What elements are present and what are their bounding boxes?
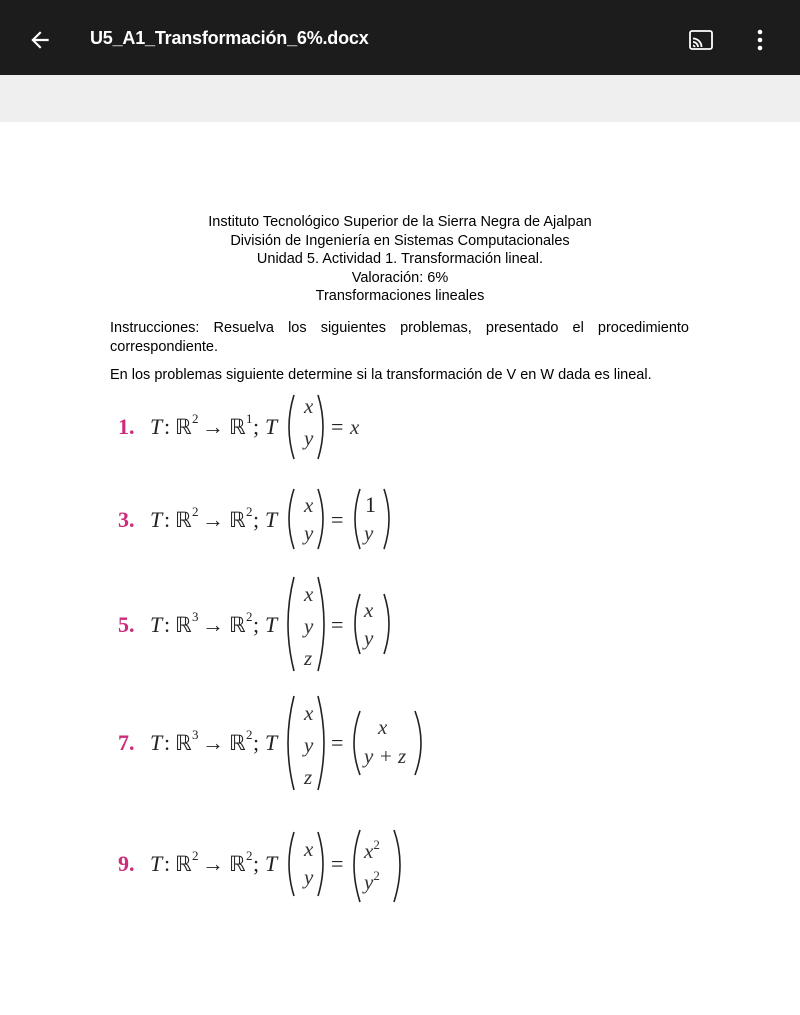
domain-exponent: 2: [192, 848, 199, 863]
domain-space: ℝ: [175, 508, 192, 532]
input-entry: x: [304, 837, 314, 861]
output-left-paren: [355, 489, 360, 549]
codomain-space: ℝ: [229, 613, 246, 637]
input-entry: z: [304, 646, 313, 670]
input-entry: z: [304, 765, 313, 789]
equals-sign: =: [331, 851, 344, 876]
input-left-paren: [288, 696, 294, 790]
input-left-paren: [289, 489, 294, 549]
equals-sign: =: [331, 612, 344, 637]
transform-symbol-applied: T: [265, 414, 278, 439]
codomain-space: ℝ: [229, 415, 246, 439]
problem-7-formula: [118, 691, 438, 796]
back-button[interactable]: [20, 20, 60, 60]
transform-symbol-applied: T: [265, 851, 278, 876]
codomain-exponent: 2: [246, 727, 253, 742]
output-entry: y: [364, 521, 374, 545]
input-entry: x: [304, 394, 314, 418]
output-right-paren: [384, 594, 389, 654]
equals-sign: =: [331, 414, 344, 439]
maps-to-arrow: →: [202, 414, 224, 439]
codomain-space: ℝ: [229, 731, 246, 755]
semicolon: ;: [253, 851, 260, 876]
input-entry: y: [304, 733, 314, 757]
output-entry: y: [364, 626, 374, 650]
problem-number: 1.: [118, 414, 135, 439]
institution-line: Instituto Tecnológico Superior de la Sierra Negra de Ajalpan: [208, 214, 592, 230]
top-app-bar: [0, 0, 800, 75]
topic-line: Transformaciones lineales: [315, 288, 485, 304]
document-title: U5_A1_Transformación_6%.docx: [90, 28, 369, 48]
document-header: [100, 213, 700, 306]
input-right-paren: [318, 696, 324, 790]
codomain-exponent: 1: [246, 411, 253, 426]
input-entry: x: [304, 582, 314, 606]
transform-symbol: T: [150, 507, 163, 532]
domain-space: ℝ: [175, 852, 192, 876]
problem-prompt: En los problemas siguiente determine si la transformación de V en W dada es lineal.: [110, 367, 652, 383]
output-left-paren: [354, 830, 360, 902]
input-entry: y: [304, 426, 314, 450]
output-entry: x: [350, 415, 360, 439]
input-right-paren: [318, 395, 323, 459]
arrow-left-icon: [27, 27, 53, 53]
semicolon: ;: [253, 612, 260, 637]
domain-exponent: 3: [192, 727, 199, 742]
codomain-space: ℝ: [229, 508, 246, 532]
transform-symbol: T: [150, 851, 163, 876]
input-entry: x: [304, 701, 314, 725]
output-right-paren: [394, 830, 400, 902]
input-left-paren: [289, 832, 294, 896]
equals-sign: =: [331, 507, 344, 532]
transform-symbol-applied: T: [265, 612, 278, 637]
domain-space: ℝ: [175, 415, 192, 439]
colon: :: [164, 414, 171, 439]
maps-to-arrow: →: [202, 851, 224, 876]
transform-symbol: T: [150, 612, 163, 637]
domain-exponent: 3: [192, 609, 199, 624]
input-left-paren: [289, 395, 294, 459]
output-right-paren: [415, 711, 421, 775]
input-right-paren: [318, 577, 324, 671]
input-right-paren: [318, 489, 323, 549]
output-left-paren: [355, 594, 360, 654]
domain-exponent: 2: [192, 504, 199, 519]
problem-1: [118, 390, 438, 460]
semicolon: ;: [253, 414, 260, 439]
domain-space: ℝ: [175, 613, 192, 637]
output-left-paren: [354, 711, 360, 775]
document-page: [0, 122, 800, 1015]
problem-7: [118, 691, 438, 796]
colon: :: [164, 730, 171, 755]
output-entry: y + z: [364, 744, 407, 768]
more-vert-icon: [757, 29, 763, 51]
colon: :: [164, 507, 171, 532]
input-left-paren: [288, 577, 294, 671]
problem-5: [118, 572, 438, 677]
grade-line: Valoración: 6%: [351, 269, 449, 286]
cast-icon: [688, 29, 714, 51]
codomain-space: ℝ: [229, 852, 246, 876]
codomain-exponent: 2: [246, 609, 253, 624]
transform-symbol: T: [150, 414, 163, 439]
semicolon: ;: [253, 730, 260, 755]
equals-sign: =: [331, 730, 344, 755]
colon: :: [164, 851, 171, 876]
semicolon: ;: [253, 507, 260, 532]
codomain-exponent: 2: [246, 848, 253, 863]
input-entry: y: [304, 614, 314, 638]
problem-3: [118, 484, 438, 554]
transform-symbol: T: [150, 730, 163, 755]
transform-symbol-applied: T: [265, 730, 278, 755]
domain-space: ℝ: [175, 731, 192, 755]
maps-to-arrow: →: [202, 507, 224, 532]
activity-line: Unidad 5. Actividad 1. Transformación lineal.: [256, 251, 544, 267]
maps-to-arrow: →: [202, 612, 224, 637]
colon: :: [164, 612, 171, 637]
problem-3-formula: [118, 484, 438, 554]
problem-number: 3.: [118, 507, 135, 532]
more-options-button[interactable]: [745, 24, 775, 56]
problem-9: [118, 827, 438, 907]
output-right-paren: [384, 489, 389, 549]
problem-number: 5.: [118, 612, 135, 637]
problem-5-formula: [118, 572, 438, 677]
output-entry: x: [364, 598, 374, 622]
output-entry: $x^2$: [364, 837, 380, 863]
output-entry: 1: [365, 492, 376, 517]
problem-number: 7.: [118, 730, 135, 755]
input-entry: y: [304, 521, 314, 545]
output-entry: x: [378, 715, 388, 739]
instructions-paragraph: Instrucciones: Resuelva los siguientes problemas, presentado el procedimiento correspondiente.: [110, 320, 689, 355]
problem-number: 9.: [118, 851, 135, 876]
codomain-exponent: 2: [246, 504, 253, 519]
problem-1-formula: [118, 390, 438, 460]
cast-button[interactable]: [686, 26, 716, 54]
division-line: División de Ingeniería en Sistemas Computacionales: [230, 232, 570, 249]
transform-symbol-applied: T: [265, 507, 278, 532]
input-right-paren: [318, 832, 323, 896]
output-entry: $y^2$: [364, 868, 380, 894]
input-entry: x: [304, 493, 314, 517]
problem-9-formula: [118, 827, 438, 907]
input-entry: y: [304, 865, 314, 889]
domain-exponent: 2: [192, 411, 199, 426]
toolbar-spacer: [0, 75, 800, 122]
maps-to-arrow: →: [202, 730, 224, 755]
